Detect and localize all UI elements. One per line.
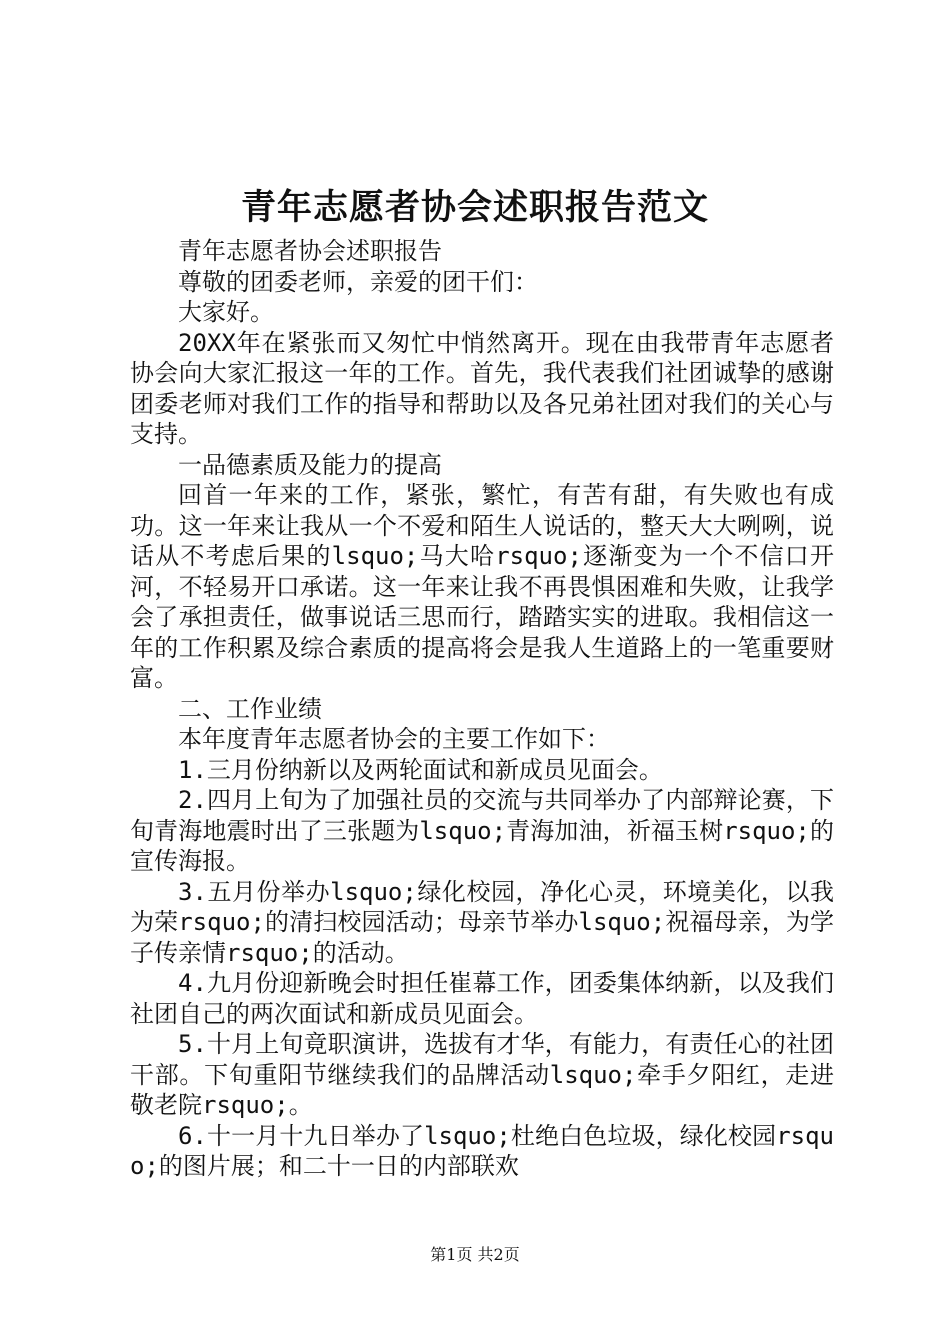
- section-heading-2: 二、工作业绩: [178, 694, 322, 723]
- paragraph-greeting: 大家好。: [178, 298, 274, 326]
- list-item: 3.五月份举办lsquo;绿化校园，净化心灵，环境美化，以我为荣rsquo;的清扫校园活动；母亲节举办lsquo;祝福母亲，为学子传亲情rsquo;的活动。: [130, 877, 834, 967]
- section-heading-1: 一品德素质及能力的提高: [178, 450, 442, 479]
- paragraph-intro: 20XX年在紧张而又匆忙中悄然离开。现在由我带青年志愿者协会向大家汇报这一年的工作。首先，我代表我们社团诚挚的感谢团委老师对我们工作的指导和帮助以及各兄弟社团对我们的关心与支持。: [130, 328, 834, 448]
- page-footer: 第1页 共2页: [430, 1245, 520, 1264]
- list-item: 6.十一月十九日举办了lsquo;杜绝白色垃圾，绿化校园rsquo;的图片展；和二十一日的内部联欢: [130, 1121, 834, 1180]
- paragraph-heading: 青年志愿者协会述职报告: [178, 237, 442, 265]
- paragraph-salutation: 尊敬的团委老师，亲爱的团干们：: [178, 267, 538, 296]
- document-title: 青年志愿者协会述职报告范文: [240, 187, 709, 228]
- document-body: [130, 236, 834, 1182]
- paragraph-reflection: 回首一年来的工作，紧张，繁忙，有苦有甜，有失败也有成功。这一年来让我从一个不爱和陌生人说话的，整天大大咧咧，说话从不考虑后果的lsquo;马大哈rsquo;逐渐变为一个不信口开河，不轻易开口承诺。这一年来让我不再畏惧困难和失败，让我学会了承担责任，做事说话三思而行，踏踏实实的进取。我相信这一年的工作积累及综合素质的提高将会是我人生道路上的一笔重要财富。: [130, 481, 834, 692]
- paragraph-work-intro: 本年度青年志愿者协会的主要工作如下：: [178, 725, 610, 753]
- list-item: 4.九月份迎新晚会时担任崔幕工作，团委集体纳新，以及我们社团自己的两次面试和新成员见面会。: [130, 969, 834, 1028]
- list-item: 5.十月上旬竟职演讲，选拔有才华，有能力，有责任心的社团干部。下旬重阳节继续我们的品牌活动lsquo;牵手夕阳红，走进敬老院rsquo;。: [130, 1030, 834, 1119]
- list-item: 2.四月上旬为了加强社员的交流与共同举办了内部辩论赛，下旬青海地震时出了三张题为lsquo;青海加油，祈福玉树rsquo;的宣传海报。: [130, 786, 834, 875]
- list-item: 1.三月份纳新以及两轮面试和新成员见面会。: [178, 755, 663, 784]
